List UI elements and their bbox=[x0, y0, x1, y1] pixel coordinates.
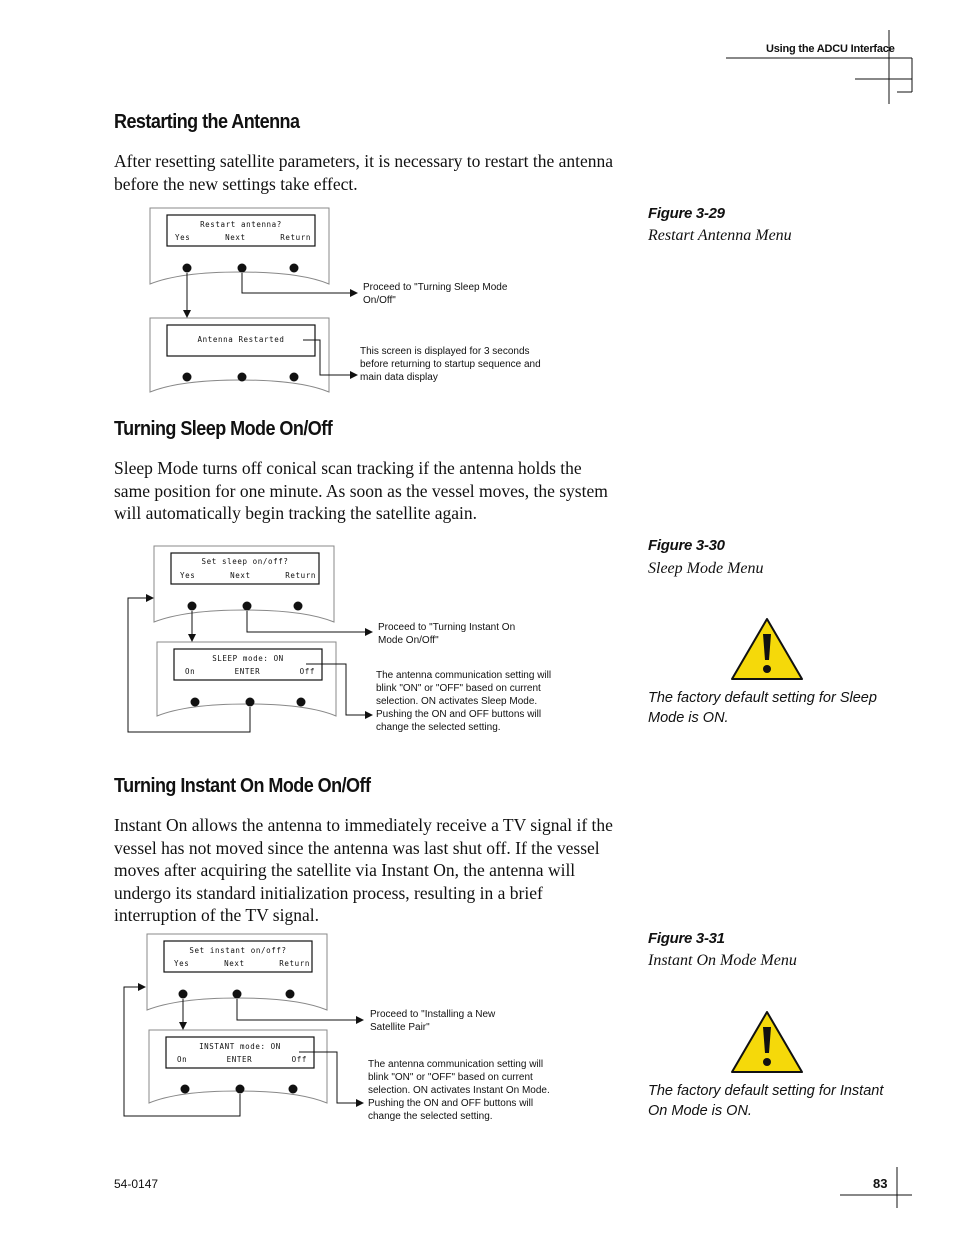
lcd-option-next: Next bbox=[225, 233, 246, 242]
warning-icon bbox=[729, 1009, 805, 1075]
lcd-options-instant-setting bbox=[177, 1055, 307, 1064]
panel-button-center bbox=[233, 990, 242, 999]
panel-button-right bbox=[294, 602, 303, 611]
panel-button-center bbox=[238, 373, 247, 382]
lcd-option-off: Off bbox=[291, 1055, 307, 1064]
lcd-option-on: On bbox=[185, 667, 196, 676]
section-title-sleep-mode: Turning Sleep Mode On/Off bbox=[114, 418, 333, 440]
lcd-options-sleep-prompt bbox=[180, 571, 316, 580]
lcd-line-antenna-restarted: Antenna Restarted bbox=[197, 335, 285, 344]
figure-caption-3-31: Instant On Mode Menu bbox=[648, 952, 797, 969]
lcd-option-next: Next bbox=[230, 571, 251, 580]
lcd-option-on: On bbox=[177, 1055, 188, 1064]
callout-screen-duration: This screen is displayed for 3 seconds before returning to startup sequence and main data display bbox=[360, 346, 541, 383]
panel-button-right bbox=[289, 1085, 298, 1094]
body-text-instant-on: Instant On allows the antenna to immediately receive a TV signal if the vessel has not moved since the antenna was last shut off. If the vessel moves after acquiring the satellite via Instant On, the antenna will undergo its standard initialization process, resulting in a brief interruption of the TV signal. bbox=[114, 815, 613, 925]
lcd-options-sleep-setting bbox=[185, 667, 315, 676]
panel-button-left bbox=[183, 264, 192, 273]
lcd-options-instant-prompt bbox=[174, 959, 310, 968]
section-title-instant-on: Turning Instant On Mode On/Off bbox=[114, 775, 371, 797]
section-title-restart: Restarting the Antenna bbox=[114, 111, 300, 133]
warning-icon bbox=[729, 616, 805, 682]
lcd-option-off: Off bbox=[299, 667, 315, 676]
figure-3-29-diagram bbox=[140, 200, 370, 400]
panel-button-right bbox=[290, 373, 299, 382]
warning-note-sleep-mode: The factory default setting for Sleep Mode is ON. bbox=[648, 690, 877, 726]
lcd-line-restart-prompt: Restart antenna? bbox=[200, 220, 282, 229]
lcd-option-yes: Yes bbox=[175, 233, 191, 242]
lcd-option-return: Return bbox=[279, 959, 310, 968]
page-number: 83 bbox=[873, 1176, 888, 1191]
panel-button-right bbox=[290, 264, 299, 273]
lcd-line-sleep-setting: SLEEP mode: ON bbox=[212, 654, 284, 663]
adcu-panel-restarted bbox=[150, 318, 329, 392]
body-text-sleep-mode: Sleep Mode turns off conical scan tracking if the antenna holds the same position for one minute. As soon as the vessel moves, the system will automatically begin tracking the satellite again. bbox=[114, 458, 608, 523]
warning-note-instant-on: The factory default setting for Instant On Mode is ON. bbox=[648, 1083, 884, 1119]
figure-3-30-diagram bbox=[120, 540, 380, 740]
panel-button-center bbox=[238, 264, 247, 273]
panel-button-left bbox=[183, 373, 192, 382]
adcu-panel-instant-setting bbox=[149, 1030, 327, 1103]
lcd-line-instant-setting: INSTANT mode: ON bbox=[199, 1042, 281, 1051]
figure-caption-3-30: Sleep Mode Menu bbox=[648, 560, 764, 577]
panel-button-left bbox=[191, 698, 200, 707]
callout-proceed-new-satellite-pair: Proceed to "Installing a New Satellite Pair" bbox=[370, 1009, 496, 1033]
crop-marks-top bbox=[0, 0, 954, 110]
panel-button-left bbox=[179, 990, 188, 999]
lcd-line-instant-prompt: Set instant on/off? bbox=[189, 946, 287, 955]
panel-button-left bbox=[181, 1085, 190, 1094]
panel-button-center bbox=[236, 1085, 245, 1094]
lcd-option-return: Return bbox=[280, 233, 311, 242]
lcd-option-yes: Yes bbox=[180, 571, 196, 580]
lcd-option-next: Next bbox=[224, 959, 245, 968]
lcd-option-enter: ENTER bbox=[234, 667, 261, 676]
figure-label-3-31: Figure 3-31 bbox=[648, 930, 725, 947]
callout-sleep-blink-info: The antenna communication setting will blink "ON" or "OFF" based on current selection. ON activates Sleep Mode. Pushing the ON and OFF buttons will change the selected setting. bbox=[376, 670, 552, 733]
figure-label-3-30: Figure 3-30 bbox=[648, 537, 725, 554]
lcd-line-sleep-prompt: Set sleep on/off? bbox=[201, 557, 289, 566]
callout-proceed-instant-on: Proceed to "Turning Instant On Mode On/Off" bbox=[378, 622, 516, 646]
panel-button-right bbox=[286, 990, 295, 999]
body-text-restart: After resetting satellite parameters, it is necessary to restart the antenna before the new settings take effect. bbox=[114, 151, 614, 194]
callout-instant-blink-info: The antenna communication setting will blink "ON" or "OFF" based on current selection. ON activates Instant On Mode. Pushing the ON and OFF buttons will change the selected setting. bbox=[368, 1059, 550, 1122]
panel-button-center bbox=[246, 698, 255, 707]
running-header: Using the ADCU Interface bbox=[766, 43, 895, 55]
callout-proceed-sleep-mode: Proceed to "Turning Sleep Mode On/Off" bbox=[363, 282, 508, 306]
figure-caption-3-29: Restart Antenna Menu bbox=[648, 227, 792, 244]
panel-button-center bbox=[243, 602, 252, 611]
panel-button-left bbox=[188, 602, 197, 611]
lcd-option-enter: ENTER bbox=[226, 1055, 253, 1064]
lcd-option-yes: Yes bbox=[174, 959, 190, 968]
lcd-option-return: Return bbox=[285, 571, 316, 580]
lcd-options-restart-prompt bbox=[175, 233, 311, 242]
doc-number: 54-0147 bbox=[114, 1177, 159, 1191]
panel-button-right bbox=[297, 698, 306, 707]
figure-label-3-29: Figure 3-29 bbox=[648, 205, 725, 222]
